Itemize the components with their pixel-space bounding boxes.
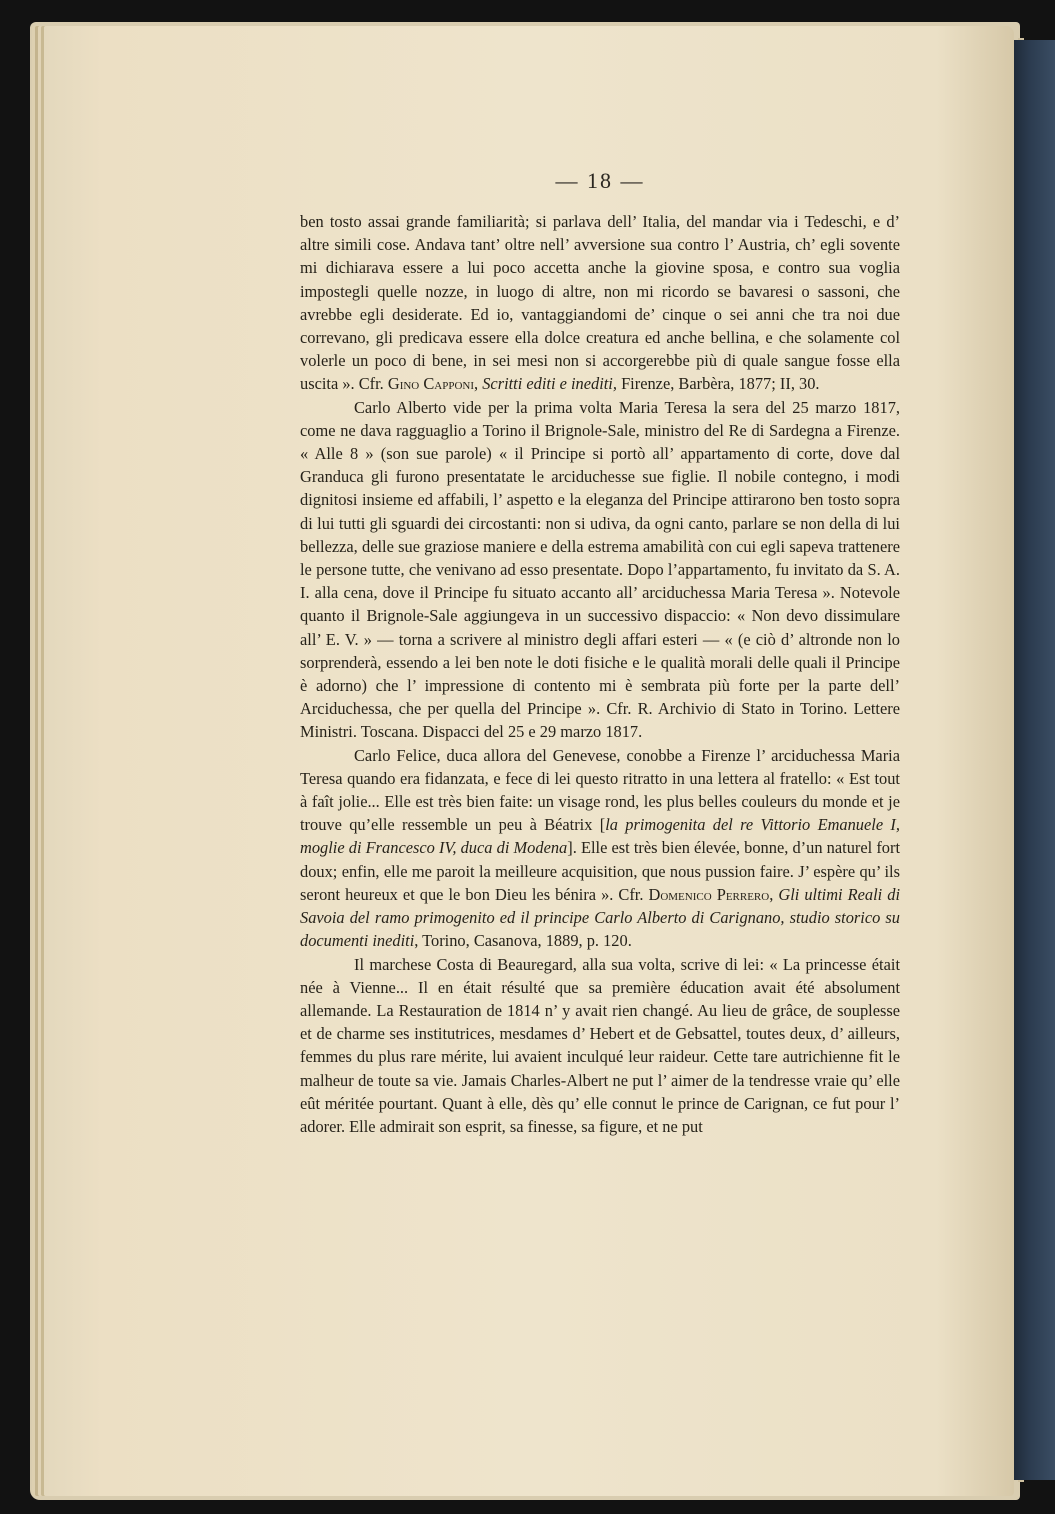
page-number: — 18 — <box>555 168 645 193</box>
text-segment: ]. Elle est très bien élevée, bonne, d’un naturel fort doux; enfin, elle me paroit la meilleure acquisition, que nous pussion faire. J’ espère qu’ ils seront heureux et que le bon Dieu les bénira ». Cfr. <box>300 838 900 904</box>
italic-text: Scritti editi e inediti, <box>482 374 617 394</box>
paragraph <box>300 744 900 953</box>
paragraph <box>300 396 900 744</box>
book-cover-edge <box>1014 40 1055 1480</box>
text-segment: Carlo Felice, duca allora del Genevese, conobbe a Firenze l’ arciduchessa Maria Teresa quando era fidanzata, e fece di lei questo ritratto in una lettera al fratello: « Est tout à faît jolie... Elle est très bien faite: un visage rond, les plus belles couleurs du monde et je trouve qu’elle ressemble un peu à Béatrix [ <box>300 745 900 835</box>
italic-text: Gli ultimi Reali di Savoia del ramo primogenito ed il principe Carlo Alberto di Carignano, studio storico su documenti inediti <box>300 884 900 951</box>
paragraph-continuation <box>300 210 900 396</box>
text-segment: Carlo Alberto vide per la prima volta Maria Teresa la sera del 25 marzo 1817, come ne dava ragguaglio a Torino il Brignole-Sale, ministro del Re di Sardegna a Firenze. « Alle 8 » (son sue parole) « il Principe si portò all’ appartamento di corte, dove dal Granduca gli furono presentatate le arciduchesse sue figlie. Il nobile contegno, i modi dignitosi insieme ed affabili, l’ aspetto e la eleganza del Principe attirarono ben tosto sopra di lui tutti gli sguardi dei circostanti: non si udiva, da ogni canto, parlare se non della di lui bellezza, delle sue graziose maniere e della estrema amabilità con cui egli sapeva trattenere le persone tutte, che venivano ad esso presentate. Dopo l’appartamento, fu invitato da S. A. I. alla cena, dove il Principe fu situato accanto all’ arciduchessa Maria Teresa ». Notevole quanto il Brignole-Sale aggiungeva in un successivo dispaccio: « Non devo dissimulare all’ E. V. » — torna a scrivere al ministro degli affari esteri — « (e ciò d’ altronde non lo sorprenderà, essendo a lei ben note le doti fisiche e le qualità morali delle quali il Principe è adorno) che l’ impressione di contento mi è sembrata più forte per la parte dell’ Arciduchessa, che per quella del Principe ». Cfr. R. Archivio di Stato in Torino. Lettere Ministri. Toscana. Dispacci del 25 e 29 marzo 1817. <box>300 397 900 742</box>
italic-text: la primogenita del re Vittorio Emanuele I, moglie di Francesco IV, duca di Modena <box>300 815 900 858</box>
text-segment: , <box>474 374 483 394</box>
author-name: Domenico Perrero <box>648 884 770 904</box>
text-segment: Il marchese Costa di Beauregard, alla sua volta, scrive di lei: « La princesse était née à Vienne... Il en était résulté que sa première éducation avait été absolument allemande. La Restauration de 1814 n’ y avait rien changé. Au lieu de grâce, de souplesse et de charme ses institutrices, mesdames d’ Hebert et de Gebsattel, toutes deux, d’ ailleurs, femmes du plus rare mérite, lui avaient inculqué leur raideur. Cette tare autrichienne fit le malheur de toute sa vie. Jamais Charles-Albert ne put l’ aimer de la tendresse vraie qu’ elle eût méritée pourtant. Quant à elle, dès qu’ elle connut le prince de Carignan, ce fut pour l’ adorer. Elle admirait son esprit, sa finesse, sa figure, et ne put <box>300 954 900 1136</box>
text-segment: , <box>769 884 779 904</box>
text-segment: , Torino, Casanova, 1889, p. 120. <box>414 931 632 951</box>
text-segment: ben tosto assai grande familiarità; si parlava dell’ Italia, del mandar via i Tedeschi, e d’ altre simili cose. Andava tant’ oltre nell’ avversione sua contro l’ Austria, ch’ egli sovente mi dichiarava essere a lui poco accetta anche la giovine sposa, e contro sua voglia impostegli quelle nozze, in luogo di altre, non mi ricordo se bavaresi o sassoni, che avrebbe egli desiderate. Ed io, vantaggiandomi de’ cinque o sei anni che tra noi due correvano, gli predicava essere ella dolce creatura ed anche bellina, e che solamente col volerle un poco di bene, in sei mesi non si accorgerebbe più di quale sangue fosse ella uscita ». Cfr. <box>300 212 900 394</box>
body-text <box>300 210 900 1260</box>
text-segment: Firenze, Barbèra, 1877; II, 30. <box>616 374 820 394</box>
paragraph <box>300 953 900 1139</box>
author-name: Gino Capponi <box>387 374 475 394</box>
